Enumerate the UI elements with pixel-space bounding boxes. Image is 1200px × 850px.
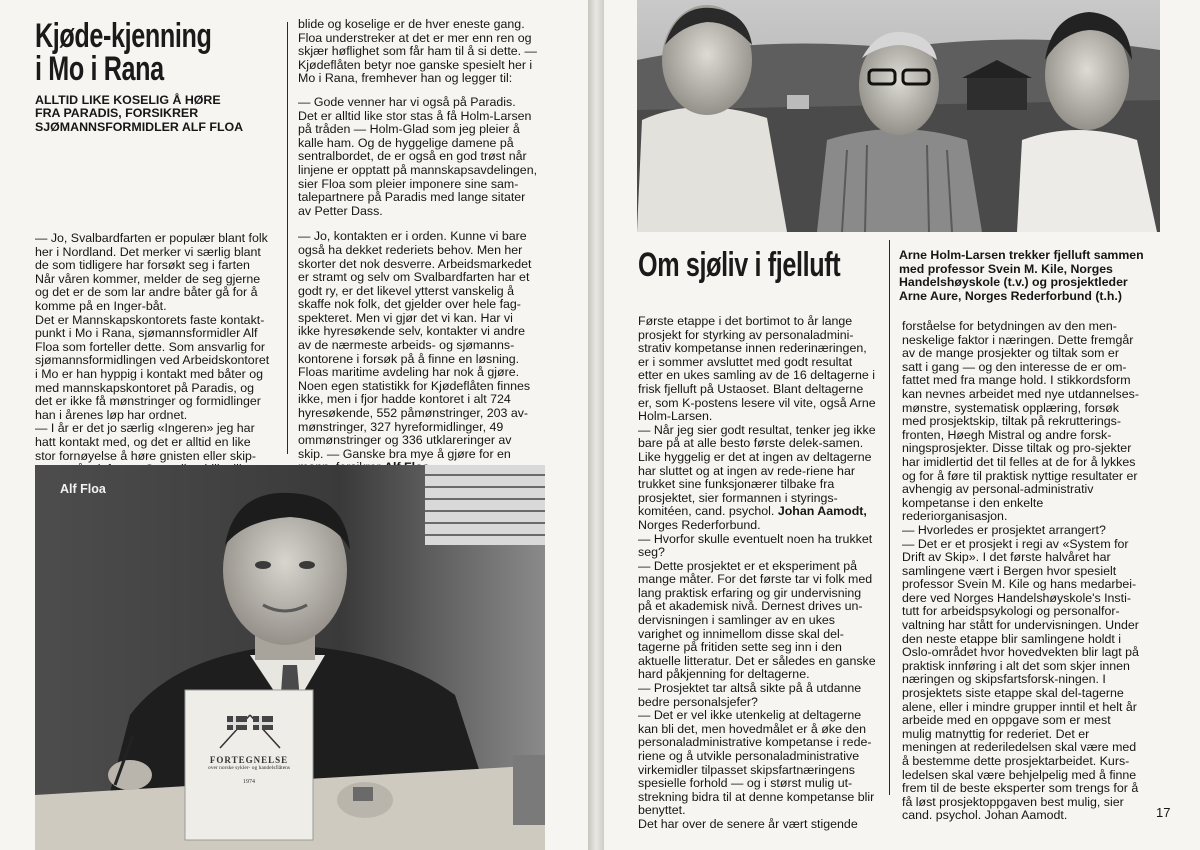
- paragraph: — Det er vel ikke utenkelig at deltagerne kan bli det, men hovedmålet er å øke den personaladministrative kompetanse i rede-riene og å utvikle personaladministrative virkemidler tilpasset skipsfartnæringens spesielle forhold — og i størst mulig ut-strekning bidra til at denne kompetanse blir benyttet.: [638, 708, 875, 818]
- left-page: [0, 0, 588, 850]
- alf-floa-photo: [35, 465, 545, 850]
- paragraph: — Prosjektet tar altså sikte på å utdanne bedre personalsjefer?: [638, 681, 862, 709]
- spread-gutter: [588, 0, 604, 850]
- right-article-column-1: [638, 315, 878, 832]
- right-page: [604, 0, 1200, 850]
- page-number: 17: [1156, 805, 1171, 820]
- photo-caption: Alf Floa: [60, 482, 106, 496]
- trio-photo-art: [637, 0, 1160, 232]
- paragraph: — Hvorfor skulle eventuelt noen ha trukket seg?: [638, 531, 873, 560]
- paragraph: Det er Mannskapskontorets faste kontakt-punkt i Mo i Rana, sjømannsformidler Alf Floa som forteller dette. Som ansvarlig for sjømannsformidlingen ved Arbeidskontoret i Mo er han hyppig i kontakt med båter og med mannskapskontoret på Paradis, og det er ikke få mønstringer og formidlinger han i årenes løp har ordnet.: [35, 312, 270, 422]
- norwegian-flag-icon: [215, 710, 285, 750]
- paragraph: — Jo, Svalbardfarten er populær blant folk her i Nordland. Det merker vi særlig blant de som tidligere har forsøkt seg i farten Når våren kommer, melder de seg gjerne og det er de som lar andre båter gå for å komme på en Inger-båt.: [35, 231, 268, 313]
- paragraph: — Når jeg sier godt resultat, tenker jeg ikke bare på at alle besto første delek-samen. Like hyggelig er det at ingen av deltagerne har sluttet og at ingen av rede-riene har trukket sine funksjonærer tilbake fra prosjektet, sier formannen i styrings-komitéen, cand. psychol. Johan Aamodt, Norges Rederforbund.: [638, 422, 876, 532]
- book-subtitle: over norske sykler- og handelsflåtens: [207, 765, 291, 771]
- article-headline-left: Kjøde-kjenning i Mo i Rana: [35, 17, 212, 88]
- book-year: 1974: [243, 779, 255, 785]
- column-divider: [287, 22, 288, 454]
- right-article-column-2: [902, 320, 1140, 823]
- paragraph: — Jo, kontakten er i orden. Kunne vi bare også ha dekket rederiets behov. Men her skorter det nok desverre. Arbeidsmarkedet er stramt og selv om Svalbardfarten har et godt ry, er det likevel ytterst vanskelig å skaffe nok folk, det gjelder over hele fag-spekteret. Men vi gjør det vi kan. Har vi ikke hyresøkende selv, kontakter vi andre av de nærmeste arbeids- og sjømanns-kontorene i forsøk på å finne en løsning. Floas maritime avdeling har nok å gjøre. Noen egen statistikk for Kjødeflåten finnes ikke, men i fjor hadde kontoret i alt 724 hyresøkende, 552 påmønstringer, 203 av-mønstringer, 327 hyreformidlinger, 49 ommønstringer og 336 utklareringer av skip. — Ganske bra mye å gjøre for en: [298, 230, 538, 475]
- paragraph: Første etappe i det bortimot to år lange prosjekt for styrking av personaladmini-strativ kompetanse innen rederinæringen, er i sommer avsluttet med godt resultat etter en ukes samling av de 16 deltagerne i frisk fjelluft på Ustaoset. Blant deltagerne er, som K-postens lesere vil vite, også Arne Holm-Larsen.: [638, 314, 876, 424]
- trio-photo: [637, 0, 1160, 232]
- photo-caption-right: Arne Holm-Larsen trekker fjelluft sammen med professor Svein M. Kile, Norges Handelshøyskole (t.v.) og prosjektleder Arne Aure, Norges Rederforbund (t.h.): [899, 248, 1144, 303]
- paragraph: — Dette prosjektet er et eksperiment på mange måter. For det første tar vi folk med lang praktisk erfaring og gir undervisning på et akademisk nivå. Dernest drives un-dervisningen i samlinger av en ukes varighet og innimellom disse skal del-tagerne på fritiden sette seg inn i den aktuelle litteratur. Det er således en ganske hard påkjenning for deltagerne.: [638, 558, 876, 682]
- column-divider: [889, 240, 890, 795]
- paragraph: — Gode venner har vi også på Paradis. Det er alltid like stor stas å få Holm-Larsen på tråden — Holm-Glad som jeg pleier å kalle ham. Og de hyggelige damene på sentralbordet, de er også en god trøst når linjene er opptatt på mannskapsavdelingen, sier Floa som pleier imponere sine sam-talepartnere på Paradis med lange sitater av Petter Dass.: [298, 94, 538, 218]
- article-headline-right: Om sjøliv i fjelluft: [638, 246, 841, 284]
- paragraph: — Hvorledes er prosjektet arrangert?: [902, 522, 1106, 537]
- book-title: FORTEGNELSE: [209, 755, 289, 765]
- paragraph: blide og koselige er de hver eneste gang. Floa understreker at det er mer enn ren og skjær høflighet som får ham til å si dette. — Kjødeflåten betyr noe ganske spesielt her i Mo i Rana, fremhever han og legger til:: [298, 17, 537, 86]
- left-article-column-1: [35, 232, 272, 477]
- left-article-column-2: [298, 18, 538, 475]
- paragraph: forståelse for betydningen av den men-neskelige faktor i næringen. Dette fremgår av de mange prosjekter og tiltak som er satt i gang — og den interesse de er om-fattet med fra mange hold. I stikkordsform kan nevnes arbeidet med nye utdannelses-mønstre, systematisk opplæring, forsøk med prosjektskip, tiltak på rekrutterings-fronten, Høegh Mistral og andre forsk-ningsprosjekter. Disse tiltak og pro-sjekter har imidlertid det til felles at de for å lykkes og for å føre til praktisk nyttige resultater er avhengig av personal-administrativ kompetanse i den enkelte rederiorganisasjon.: [902, 319, 1139, 524]
- article-kicker-left: ALLTID LIKE KOSELIG Å HØRE FRA PARADIS, FORSIKRER SJØMANNSFORMIDLER ALF FLOA: [35, 93, 244, 134]
- paragraph: — Det er et prosjekt i regi av «System for Drift av Skip». I det første halvåret har samlingene vært i Bergen hvor spesielt professor Svein M. Kile og hans medarbei-dere ved Norges Handelshøyskole's Insti-tutt for arbeidspsykologi og personalfor-valtning har stått for undervisningen. Under den neste etappe blir samlingene holdt i Oslo-området hvor hovedvekten blir lagt på praktisk innføring i alt det som skjer innen næringen og skipsfartsforsk-ningen. I prosjektets siste etappe skal del-tagerne alene, eller i mindre grupper inntil et helt år arbeide med en oppgave som er mest mulig matnyttig for rederiet. Det er meningen at rederiledelsen skal være med å bestemme dette prosjektarbeidet. Kurs-ledelsen skal være behjelpelig med å finne frem til de beste eksperter som trengs for å få løst prosjektoppgaven best mulig, sier cand. psychol. Johan Aamodt.: [902, 536, 1139, 823]
- paragraph: Det har over de senere år vært stigende: [638, 816, 858, 831]
- paragraph: — I år er det jo særlig «Ingeren» jeg har hatt kontakt med, og det er alltid en like stor fornøyelse å høre gnisten eller skip-: [35, 421, 257, 463]
- interviewee-name: Johan Aamodt,: [777, 504, 867, 519]
- alf-floa-photo-art: [35, 465, 545, 850]
- book-cover-text: [190, 755, 308, 785]
